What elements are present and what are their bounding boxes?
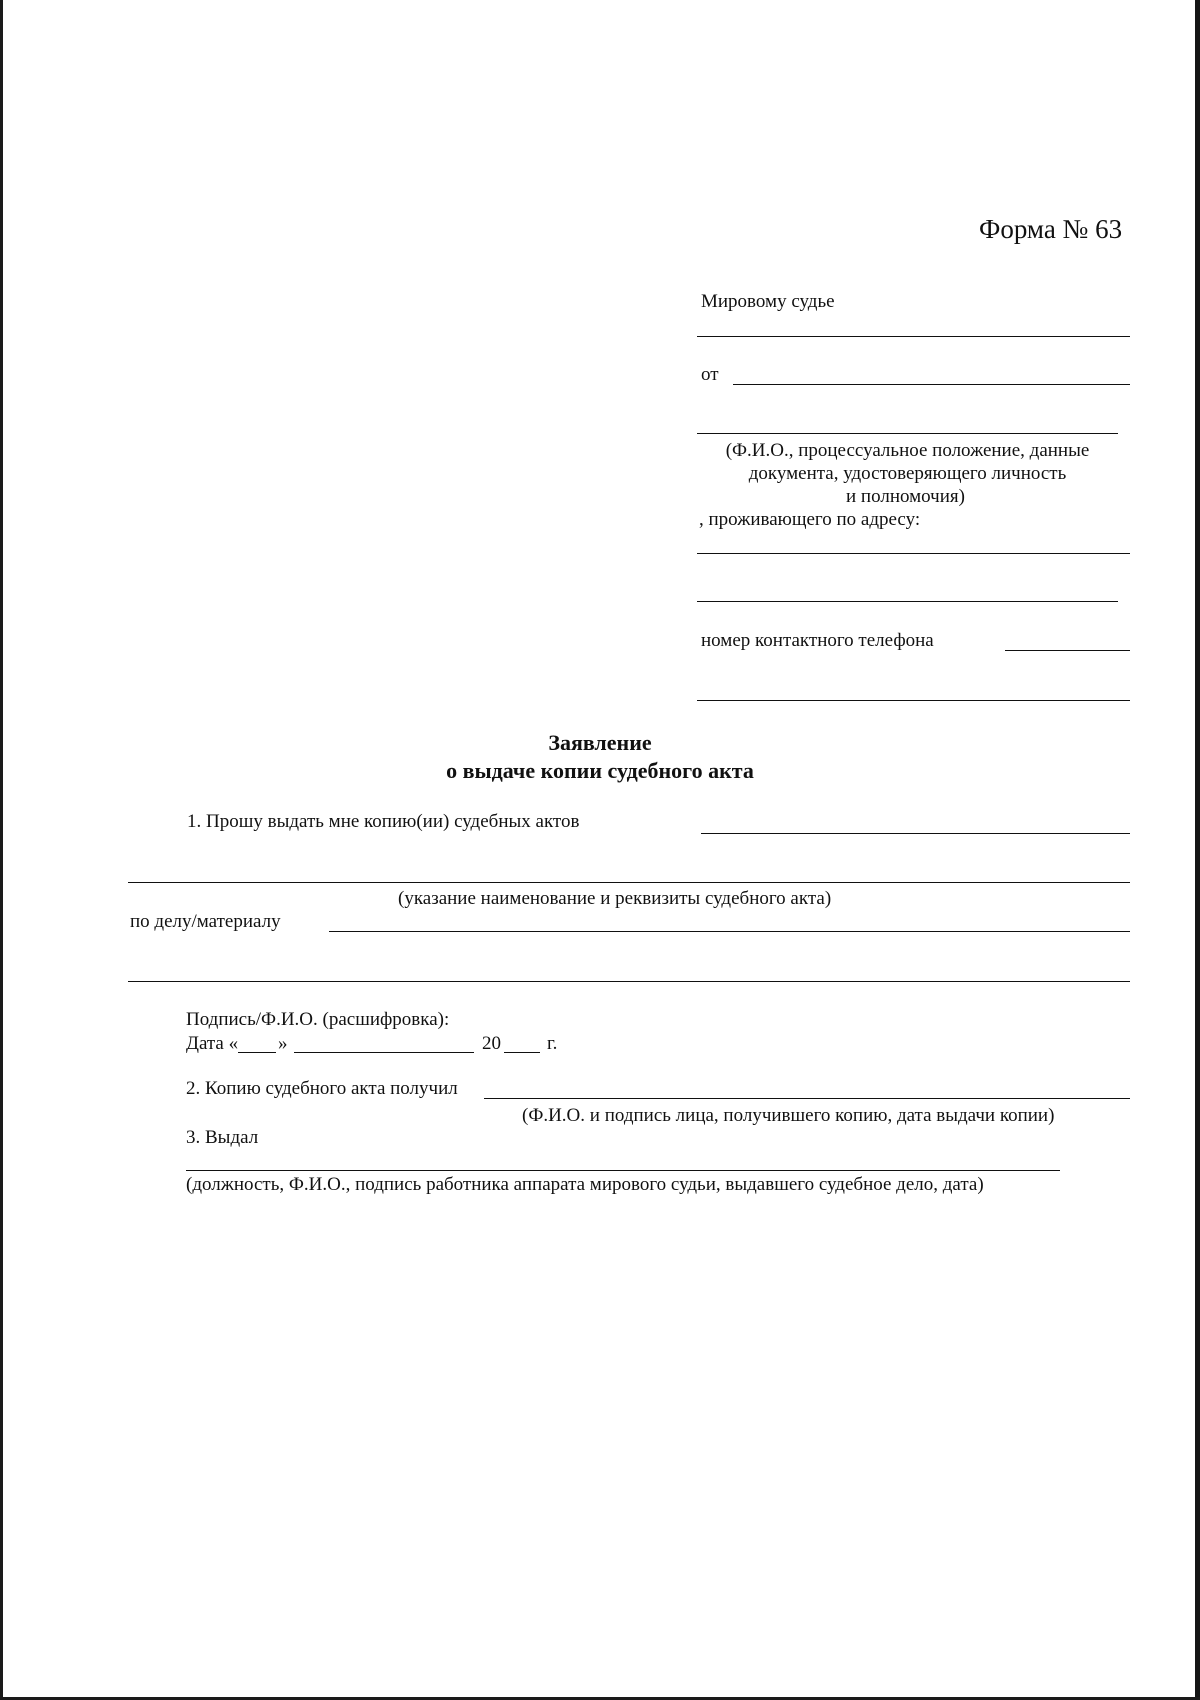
- date-year-field[interactable]: [504, 1052, 540, 1053]
- address-label: , проживающего по адресу:: [699, 509, 921, 530]
- applicant-field-2[interactable]: [697, 433, 1118, 434]
- date-year-prefix: 20: [482, 1033, 501, 1054]
- judge-name-field[interactable]: [697, 336, 1130, 337]
- date-close-quote: »: [278, 1033, 288, 1054]
- applicant-field-1[interactable]: [733, 384, 1130, 385]
- act-details-hint: (указание наименование и реквизиты судебного акта): [398, 888, 832, 909]
- item2-text: 2. Копию судебного акта получил: [186, 1078, 458, 1099]
- date-label: Дата «: [186, 1033, 239, 1054]
- applicant-hint-line1: (Ф.И.О., процессуальное положение, данные: [725, 440, 1090, 461]
- item1-text: 1. Прошу выдать мне копию(ии) судебных актов: [187, 811, 580, 832]
- recipient-field[interactable]: [484, 1098, 1130, 1099]
- case-field-1[interactable]: [329, 931, 1130, 932]
- address-field-2[interactable]: [697, 601, 1118, 602]
- item3-text: 3. Выдал: [186, 1127, 259, 1148]
- addressee-label: Мировому судье: [701, 291, 835, 312]
- case-field-2[interactable]: [128, 981, 1130, 982]
- form-number: Форма № 63: [979, 214, 1123, 244]
- phone-field-extra[interactable]: [697, 700, 1130, 701]
- scan-edge-left: [0, 0, 3, 1700]
- applicant-hint-line2: документа, удостоверяющего личность: [748, 463, 1067, 484]
- date-month-field[interactable]: [294, 1052, 474, 1053]
- date-day-field[interactable]: [238, 1052, 276, 1053]
- court-acts-field[interactable]: [701, 833, 1130, 834]
- from-label: от: [701, 364, 719, 385]
- issuer-field[interactable]: [186, 1170, 1060, 1171]
- case-label: по делу/материалу: [130, 911, 281, 932]
- recipient-hint: (Ф.И.О. и подпись лица, получившего копию, дата выдачи копии): [522, 1105, 1055, 1126]
- date-year-suffix: г.: [547, 1033, 558, 1054]
- phone-label: номер контактного телефона: [701, 630, 934, 651]
- document-title: Заявление: [548, 730, 652, 755]
- signature-label: Подпись/Ф.И.О. (расшифровка):: [186, 1009, 450, 1030]
- act-details-field[interactable]: [128, 882, 1130, 883]
- document-subtitle: о выдаче копии судебного акта: [446, 758, 754, 783]
- address-field-1[interactable]: [697, 553, 1130, 554]
- applicant-hint-line3: и полномочия): [846, 486, 965, 507]
- scan-edge-right: [1195, 0, 1200, 1700]
- phone-field[interactable]: [1005, 650, 1130, 651]
- issuer-hint: (должность, Ф.И.О., подпись работника аппарата мирового судьи, выдавшего судебное дело, дата): [186, 1174, 984, 1195]
